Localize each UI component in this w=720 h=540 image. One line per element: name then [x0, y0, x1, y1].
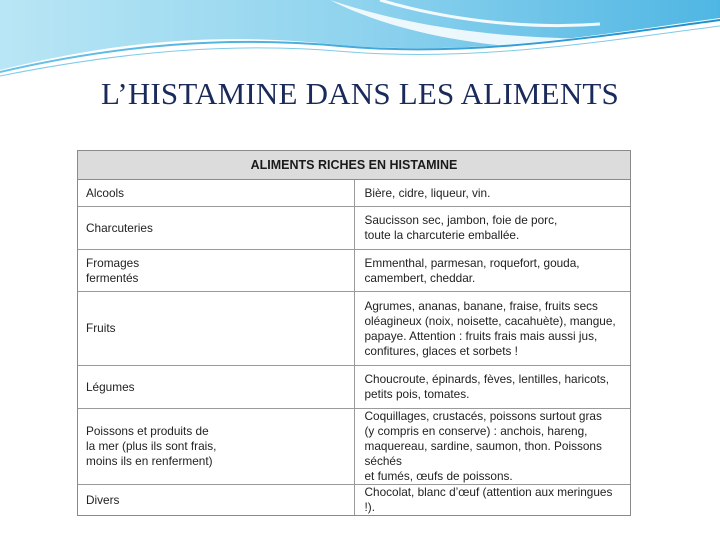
table-header: ALIMENTS RICHES EN HISTAMINE	[78, 151, 630, 180]
food-items-line: oléagineux (noix, noisette, cacahuète), mangue,	[364, 313, 616, 328]
food-items-line: petits pois, tomates.	[364, 387, 470, 401]
food-category-line: moins ils en renferment)	[86, 454, 213, 468]
food-items-cell	[354, 207, 630, 250]
food-items-line: camembert, cheddar.	[364, 270, 476, 285]
food-category-cell	[78, 409, 354, 485]
food-category-cell	[78, 207, 354, 250]
food-items-cell	[354, 292, 630, 366]
food-category-cell	[78, 250, 354, 292]
food-category-cell	[78, 485, 354, 516]
food-category-line: fermentés	[86, 270, 139, 285]
food-items-line: Emmenthal, parmesan, roquefort, gouda,	[364, 255, 580, 270]
food-items-line: Chocolat, blanc d’œuf (attention aux meringues !).	[364, 485, 613, 514]
food-items-line: Bière, cidre, liqueur, vin.	[364, 185, 491, 200]
header-wave-decoration	[0, 0, 720, 80]
slide-title: L’HISTAMINE DANS LES ALIMENTS	[101, 76, 619, 111]
food-items-line: papaye. Attention : fruits frais mais aussi jus,	[364, 328, 598, 343]
histamine-table	[77, 150, 631, 516]
food-items-line: Saucisson sec, jambon, foie de porc,	[364, 213, 558, 227]
food-items-cell	[354, 180, 630, 207]
table-row	[78, 409, 630, 485]
food-items-cell	[354, 409, 630, 485]
food-items-line: Choucroute, épinards, fèves, lentilles, haricots,	[364, 372, 610, 386]
food-items-cell	[354, 485, 630, 516]
food-category-line: Divers	[86, 492, 120, 507]
food-category-cell	[78, 180, 354, 207]
food-items-cell	[354, 250, 630, 292]
food-items-line: toute la charcuterie emballée.	[364, 228, 520, 242]
food-category-line: Charcuteries	[86, 220, 153, 235]
food-items-line: (y compris en conserve) : anchois, hareng,	[364, 424, 588, 438]
food-items-line: Agrumes, ananas, banane, fraise, fruits secs	[364, 298, 598, 313]
food-category-cell	[78, 292, 354, 366]
table-row	[78, 207, 630, 250]
food-category-line: Fromages	[86, 255, 140, 270]
table-row	[78, 366, 630, 409]
table-row	[78, 180, 630, 207]
table-header-row	[78, 151, 630, 180]
food-category-line: la mer (plus ils sont frais,	[86, 439, 217, 453]
table-row	[78, 250, 630, 292]
food-category-line: Fruits	[86, 321, 116, 335]
food-category-line: Poissons et produits de	[86, 424, 209, 438]
food-items-line: Coquillages, crustacés, poissons surtout gras	[364, 409, 602, 423]
table-row	[78, 292, 630, 366]
food-items-line: maquereau, sardine, saumon, thon. Poissons séchés	[364, 439, 602, 468]
food-items-line: et fumés, œufs de poissons.	[364, 469, 513, 483]
food-category-line: Légumes	[86, 379, 135, 394]
food-items-line: confitures, glaces et sorbets !	[364, 343, 518, 358]
food-category-cell	[78, 366, 354, 409]
food-items-cell	[354, 366, 630, 409]
table-row	[78, 485, 630, 516]
food-category-line: Alcools	[86, 185, 125, 200]
